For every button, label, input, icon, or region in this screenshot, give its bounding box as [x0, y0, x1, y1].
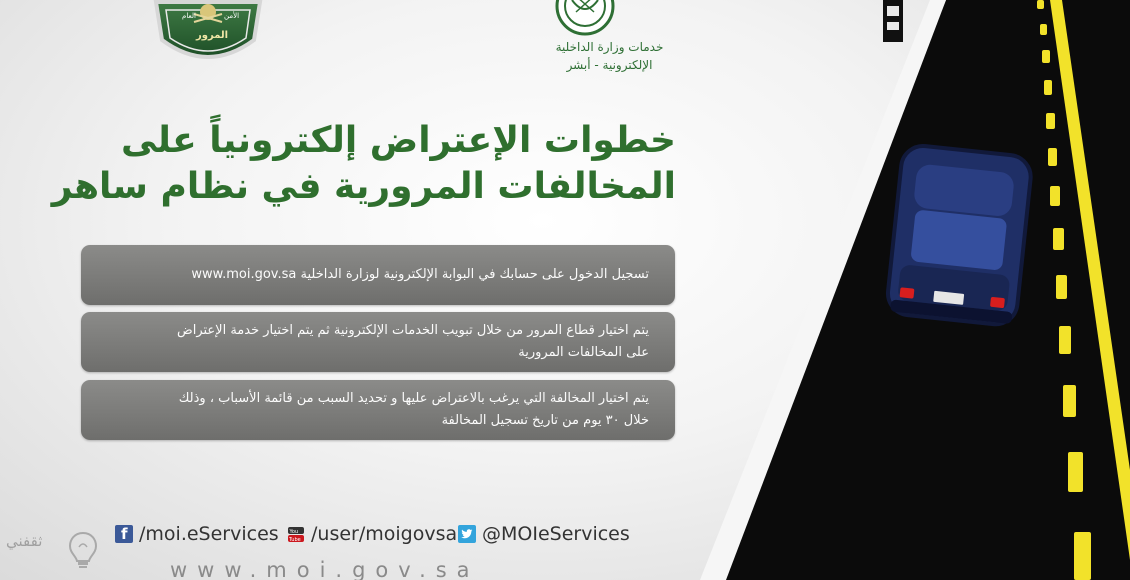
svg-text:العام: العام — [182, 12, 196, 20]
youtube-handle: /user/moigovsa — [311, 523, 458, 545]
step-1-text — [105, 264, 649, 286]
road-white-edge-line — [700, 0, 946, 580]
infographic-title — [51, 118, 676, 210]
youtube-link[interactable] — [287, 523, 457, 545]
step-2-line-2: على المخالفات المرورية — [518, 345, 649, 360]
step-3-line-1: يتم اختيار المخالفة التي يرغب بالاعتراض عليها و تحديد السبب من قائمة الأسباب ، وذلك — [178, 391, 649, 406]
yellow-solid-line — [1050, 0, 1130, 560]
car-rear-window — [910, 209, 1007, 270]
facebook-icon — [115, 525, 133, 543]
moi-emblem-icon — [552, 0, 618, 36]
title-line-2: المخالفات المرورية في نظام ساهر — [51, 166, 676, 207]
svg-text:Tube: Tube — [289, 537, 301, 543]
moi-eservices-logo — [522, 0, 697, 84]
car-tail-light — [899, 287, 914, 298]
yellow-dashed-line — [1037, 0, 1091, 580]
svg-text:You: You — [289, 529, 299, 535]
step-1-line-1: تسجيل الدخول على حسابك في البوابة الإلكترونية لوزارة الداخلية www.moi.gov.sa — [191, 267, 649, 282]
svg-text:المرور: المرور — [196, 30, 229, 41]
blue-car — [886, 144, 1033, 327]
facebook-link[interactable] — [115, 523, 279, 545]
car-license-plate — [933, 291, 964, 305]
traffic-department-logo — [148, 0, 268, 70]
title-line-1: خطوات الإعتراض إلكترونياً على — [121, 120, 676, 161]
barrier-post-reflector — [887, 22, 899, 30]
step-2-text — [105, 320, 649, 364]
step-1-box — [81, 245, 675, 305]
website-url[interactable]: www.moi.gov.sa — [170, 558, 480, 580]
twitter-icon — [458, 525, 476, 543]
twitter-link[interactable] — [458, 523, 630, 545]
moi-logo-line2: الإلكترونية - أبشر — [566, 58, 653, 72]
barrier-post-reflector — [887, 6, 899, 16]
svg-text:الأمن: الأمن — [224, 12, 240, 20]
step-3-line-2: خلال ٣٠ يوم من تاريخ تسجيل المخالفة — [441, 413, 649, 428]
moi-logo-line1: خدمات وزارة الداخلية — [555, 40, 664, 54]
car-tail-light — [990, 297, 1005, 308]
step-2-box — [81, 312, 675, 372]
twitter-handle: @MOIeServices — [482, 523, 630, 545]
traffic-shield-emblem-icon — [148, 0, 268, 70]
road-surface — [706, 0, 1130, 580]
lightbulb-icon — [66, 530, 100, 570]
watermark-text: ثقفني — [6, 532, 43, 550]
step-3-text — [105, 388, 649, 432]
step-2-line-1: يتم اختيار قطاع المرور من خلال تبويب الخدمات الإلكترونية ثم يتم اختيار خدمة الإعتراض — [177, 323, 649, 338]
facebook-handle: /moi.eServices — [139, 523, 279, 545]
youtube-icon — [287, 525, 305, 543]
barrier-post — [883, 0, 903, 42]
step-3-box — [81, 380, 675, 440]
